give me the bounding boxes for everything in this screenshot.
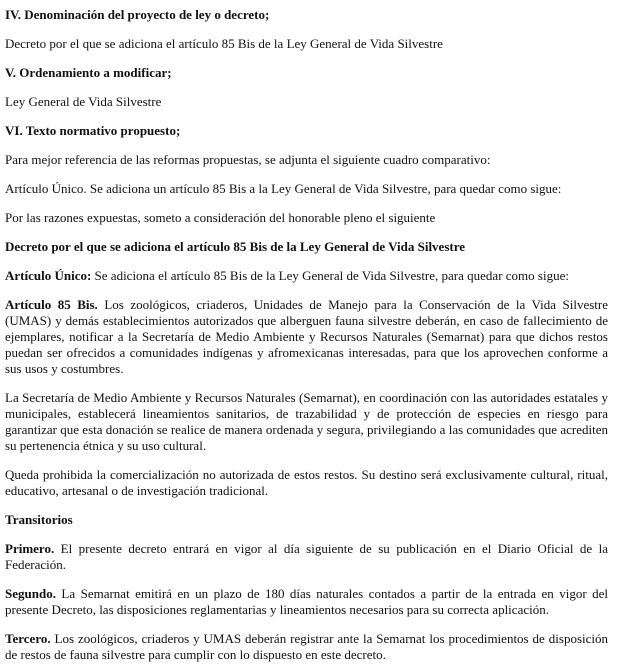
section-vi-intro: Para mejor referencia de las reformas propuestas, se adjunta el siguiente cuadro comparativo: <box>5 152 491 167</box>
transitorio-primero-label: Primero. <box>5 541 55 556</box>
section-iv-heading: IV. Denominación del proyecto de ley o decreto; <box>5 7 270 22</box>
transitorio-segundo <box>5 586 608 618</box>
decree-unique-label: Artículo Único: <box>5 268 92 283</box>
section-v-heading: V. Ordenamiento a modificar; <box>5 65 172 80</box>
section-vi-closing: Por las razones expuestas, someto a consideración del honorable pleno el siguiente <box>5 210 436 225</box>
decree-unique-text: Se adiciona el artículo 85 Bis de la Ley General de Vida Silvestre, para quedar como sigue: <box>91 268 569 283</box>
transitorio-segundo-text: La Semarnat emitirá en un plazo de 180 días naturales contados a partir de la entrada en vigor del presente Decreto, las disposiciones reglamentarias y lineamientos necesarios para su correcta aplicación. <box>5 586 608 617</box>
article-85-bis <box>5 297 608 377</box>
transitorio-primero-text: El presente decreto entrará en vigor al día siguiente de su publicación en el Diario Oficial de la Federación. <box>5 541 608 572</box>
section-v-text: Ley General de Vida Silvestre <box>5 94 162 109</box>
transitorio-tercero-text: Los zoológicos, criaderos y UMAS deberán registrar ante la Semarnat los procedimientos de disposición de restos de fauna silvestre para cumplir con lo dispuesto en este decreto. <box>5 631 608 662</box>
decree-unique-article <box>5 268 608 284</box>
transitorio-primero <box>5 541 608 573</box>
transitorio-tercero <box>5 631 608 663</box>
section-vi-heading: VI. Texto normativo propuesto; <box>5 123 181 138</box>
decree-title: Decreto por el que se adiciona el artículo 85 Bis de la Ley General de Vida Silvestre <box>5 239 466 254</box>
section-iv-text: Decreto por el que se adiciona el artículo 85 Bis de la Ley General de Vida Silvestre <box>5 36 443 51</box>
transitorios-heading: Transitorios <box>5 512 73 527</box>
transitorio-segundo-label: Segundo. <box>5 586 56 601</box>
article-85-bis-text: Los zoológicos, criaderos, Unidades de Manejo para la Conservación de la Vida Silvestre (UMAS) y demás establecimientos autorizados que alberguen fauna silvestre deberán, en caso de fallecimiento de ejemplares, notificar a la Secretaría de Medio Ambiente y Recursos Naturales (Semarnat) para que dichos restos puedan ser ofrecidos a comunidades indígenas y afromexicanas interesadas, para que los aprovechen conforme a sus usos y costumbres. <box>5 297 608 376</box>
transitorio-tercero-label: Tercero. <box>5 631 51 646</box>
article-85-bis-label: Artículo 85 Bis. <box>5 297 98 312</box>
section-vi-single-article: Artículo Único. Se adiciona un artículo 85 Bis a la Ley General de Vida Silvestre, para quedar como sigue: <box>5 181 562 196</box>
article-85-bis-paragraph-2: La Secretaría de Medio Ambiente y Recursos Naturales (Semarnat), en coordinación con las autoridades estatales y municipales, establecerá lineamientos sanitarios, de trazabilidad y de protección de especies en riesgo para garantizar que esta donación se realice de manera ordenada y segura, privilegiando a las comunidades que acrediten su pertenencia étnica y su uso cultural. <box>5 390 608 453</box>
article-85-bis-paragraph-3: Queda prohibida la comercialización no autorizada de estos restos. Su destino será exclusivamente cultural, ritual, educativo, artesanal o de investigación tradicional. <box>5 467 608 498</box>
